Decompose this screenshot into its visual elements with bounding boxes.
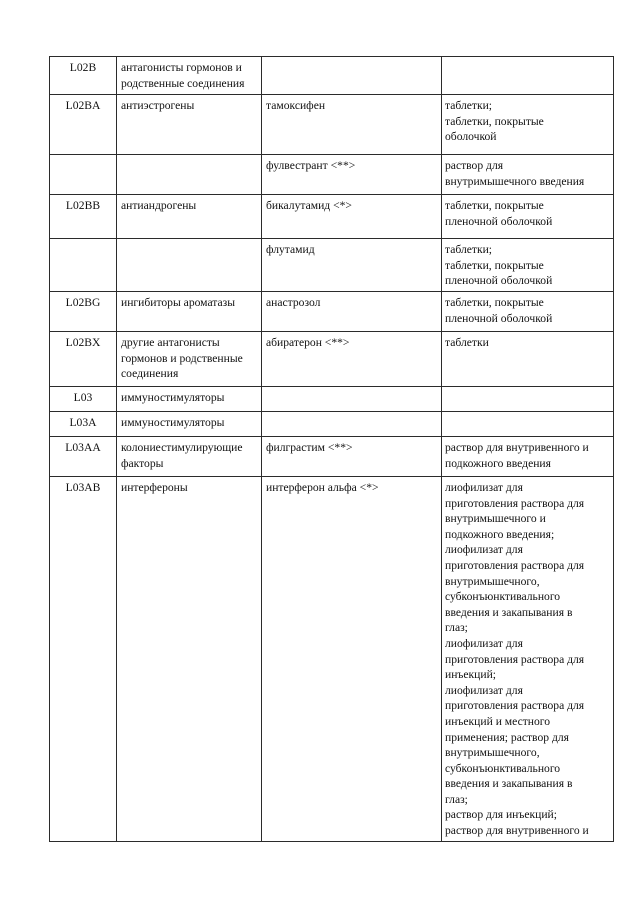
cell-text-line: фулвестрант <**> (266, 159, 356, 172)
cell-text-line: таблетки, покрытые (445, 199, 544, 212)
atc-code-cell (50, 387, 117, 412)
cell-text: L02B (69, 61, 97, 74)
table-row (50, 292, 614, 332)
cell-text-line: филграстим <**> (266, 441, 353, 454)
cell-text-line: раствор для инъекций; (445, 808, 557, 822)
table-row (50, 477, 614, 842)
cell-text-line: раствор для внутривенного и (445, 441, 589, 454)
dosage-form-cell (442, 195, 614, 239)
cell-text-line: приготовления раствора для (445, 558, 585, 572)
cell-text-line: раствор для (445, 159, 504, 172)
dosage-form-cell (442, 437, 614, 477)
cell-text: L03AB (65, 481, 101, 494)
drug-name-cell (262, 387, 442, 412)
cell-text-line: антиандрогены (121, 199, 197, 212)
drug-name-cell (262, 332, 442, 387)
cell-text: L03 (73, 391, 93, 404)
table-row (50, 155, 614, 195)
cell-text: L02BB (65, 199, 101, 212)
dosage-form-cell (442, 477, 614, 842)
table-row (50, 57, 614, 95)
pharmacological-group-cell (117, 95, 262, 155)
cell-text-line: пленочной оболочкой (445, 274, 553, 288)
cell-text-line: раствор для внутривенного и (445, 824, 589, 838)
cell-text: L03A (69, 416, 97, 429)
cell-text-line: внутримышечного, (445, 574, 540, 588)
cell-text-line: подкожного введения; (445, 527, 555, 541)
dosage-form-cell (442, 239, 614, 292)
cell-text-line: интерфероны (121, 481, 188, 494)
cell-text-line: анастрозол (266, 296, 321, 309)
cell-text-line: инъекций и местного (445, 714, 551, 728)
cell-text-line: пленочной оболочкой (445, 214, 553, 228)
cell-text-line: таблетки (445, 336, 489, 349)
cell-text-line: таблетки, покрытые (445, 258, 544, 272)
cell-text-line: приготовления раствора для (445, 496, 585, 510)
cell-text-line: подкожного введения (445, 456, 551, 470)
table-row (50, 332, 614, 387)
table-body (50, 57, 614, 842)
cell-text-line: приготовления раствора для (445, 652, 585, 666)
cell-text-line: оболочкой (445, 130, 497, 144)
cell-text-line: родственные соединения (121, 76, 245, 90)
cell-text-line: введения и закапывания в (445, 605, 573, 619)
pharmacological-group-cell (117, 292, 262, 332)
cell-text-line: лиофилизат для (445, 543, 523, 557)
table-row (50, 437, 614, 477)
table-row (50, 95, 614, 155)
cell-text-line: субконъюнктивального (445, 761, 561, 775)
drug-table (49, 56, 614, 842)
table-row (50, 387, 614, 412)
cell-text-line: лиофилизат для (445, 683, 523, 697)
cell-text-line: антагонисты гормонов и (121, 61, 242, 74)
cell-text-line: таблетки; (445, 99, 493, 112)
cell-text-line: глаз; (445, 621, 468, 635)
cell-text-line: таблетки; (445, 243, 493, 256)
dosage-form-cell (442, 95, 614, 155)
drug-name-cell (262, 292, 442, 332)
cell-text-line: введения и закапывания в (445, 777, 573, 791)
cell-text-line: колониестимулирующие (121, 441, 243, 454)
cell-text-line: тамоксифен (266, 99, 326, 112)
drug-name-cell (262, 412, 442, 437)
cell-text-line: иммуностимуляторы (121, 391, 225, 404)
cell-text: L02BX (65, 336, 101, 349)
cell-text-line: интерферон альфа <*> (266, 481, 379, 494)
pharmacological-group-cell (117, 437, 262, 477)
cell-text-line: гормонов и родственные (121, 351, 243, 365)
drug-name-cell (262, 95, 442, 155)
cell-text-line: соединения (121, 367, 179, 381)
cell-text-line: флутамид (266, 243, 315, 256)
atc-code-cell (50, 292, 117, 332)
dosage-form-cell (442, 292, 614, 332)
cell-text-line: ингибиторы ароматазы (121, 296, 236, 309)
drug-name-cell (262, 477, 442, 842)
dosage-form-cell (442, 155, 614, 195)
drug-name-cell (262, 155, 442, 195)
pharmacological-group-cell (117, 477, 262, 842)
cell-text-line: бикалутамид <*> (266, 199, 352, 212)
cell-text-line: абиратерон <**> (266, 336, 350, 349)
cell-text-line: другие антагонисты (121, 336, 220, 349)
cell-text-line: факторы (121, 456, 164, 470)
atc-code-cell (50, 155, 117, 195)
cell-text-line: таблетки, покрытые (445, 114, 544, 128)
cell-text-line: таблетки, покрытые (445, 296, 544, 309)
cell-text-line: иммуностимуляторы (121, 416, 225, 429)
drug-name-cell (262, 239, 442, 292)
dosage-form-cell (442, 412, 614, 437)
atc-code-cell (50, 477, 117, 842)
cell-text: L02BG (65, 296, 101, 309)
table-row (50, 412, 614, 437)
dosage-form-cell (442, 387, 614, 412)
pharmacological-group-cell (117, 57, 262, 95)
drug-name-cell (262, 195, 442, 239)
drug-name-cell (262, 437, 442, 477)
atc-code-cell (50, 412, 117, 437)
cell-text: L03AA (65, 441, 101, 454)
cell-text-line: внутримышечного, (445, 746, 540, 760)
pharmacological-group-cell (117, 332, 262, 387)
atc-code-cell (50, 239, 117, 292)
pharmacological-group-cell (117, 239, 262, 292)
atc-code-cell (50, 195, 117, 239)
cell-text: L02BA (65, 99, 101, 112)
atc-code-cell (50, 95, 117, 155)
atc-code-cell (50, 437, 117, 477)
table-row (50, 239, 614, 292)
cell-text-line: субконъюнктивального (445, 590, 561, 604)
cell-text-line: применения; раствор для (445, 730, 569, 744)
cell-text-line: внутримышечного введения (445, 174, 585, 188)
pharmacological-group-cell (117, 387, 262, 412)
drug-name-cell (262, 57, 442, 95)
dosage-form-cell (442, 332, 614, 387)
pharmacological-group-cell (117, 155, 262, 195)
cell-text-line: приготовления раствора для (445, 699, 585, 713)
cell-text-line: лиофилизат для (445, 481, 523, 494)
pharmacological-group-cell (117, 412, 262, 437)
cell-text-line: глаз; (445, 792, 468, 806)
cell-text-line: пленочной оболочкой (445, 311, 553, 325)
cell-text-line: внутримышечного и (445, 512, 546, 526)
cell-text-line: инъекций; (445, 668, 497, 682)
dosage-form-cell (442, 57, 614, 95)
atc-code-cell (50, 57, 117, 95)
cell-text-line: лиофилизат для (445, 636, 523, 650)
cell-text-line: антиэстрогены (121, 99, 195, 112)
table-row (50, 195, 614, 239)
pharmacological-group-cell (117, 195, 262, 239)
atc-code-cell (50, 332, 117, 387)
